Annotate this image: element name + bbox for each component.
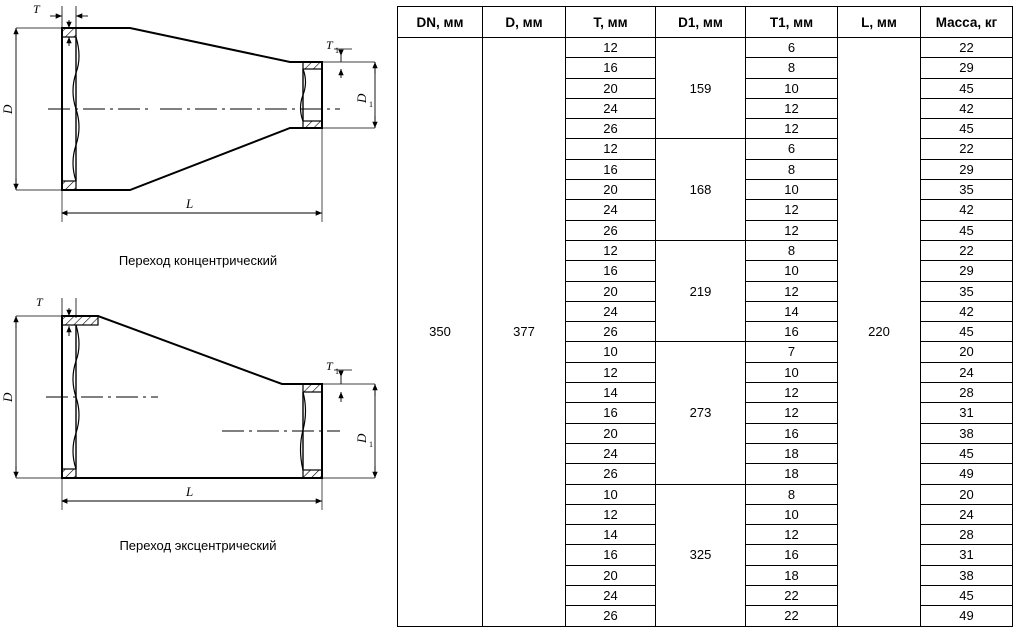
cell-mass: 42 [921, 200, 1013, 220]
figure-concentric [0, 0, 396, 285]
label-D: D [0, 104, 15, 114]
cell-mass: 31 [921, 403, 1013, 423]
cell-t1: 12 [746, 98, 838, 118]
cell-mass: 22 [921, 139, 1013, 159]
cell-t1: 12 [746, 200, 838, 220]
label-T1: T [326, 38, 333, 52]
cell-d1: 159 [656, 38, 746, 139]
cell-t: 24 [566, 586, 656, 606]
cell-mass: 38 [921, 423, 1013, 443]
cell-mass: 45 [921, 119, 1013, 139]
cell-t: 24 [566, 98, 656, 118]
cell-t: 20 [566, 423, 656, 443]
spec-table-wrapper [397, 6, 1012, 624]
cell-t1: 14 [746, 301, 838, 321]
cell-d1: 273 [656, 342, 746, 484]
label-D1-sub: 1 [369, 440, 373, 449]
cell-t: 12 [566, 139, 656, 159]
cell-t: 12 [566, 38, 656, 58]
cell-t: 26 [566, 606, 656, 626]
cell-t: 12 [566, 504, 656, 524]
cell-t1: 10 [746, 504, 838, 524]
cell-mass: 29 [921, 261, 1013, 281]
cell-t1: 18 [746, 464, 838, 484]
cell-d1: 219 [656, 240, 746, 341]
table-header-row [398, 7, 1013, 38]
cell-t: 16 [566, 403, 656, 423]
cell-mass: 45 [921, 322, 1013, 342]
cell-t: 26 [566, 220, 656, 240]
cell-t: 20 [566, 78, 656, 98]
caption-eccentric: Переход эксцентрический [119, 538, 277, 553]
label-T1-sub: 1 [335, 46, 339, 55]
cell-t: 16 [566, 159, 656, 179]
cell-mass: 29 [921, 159, 1013, 179]
cell-t: 26 [566, 464, 656, 484]
cell-t: 24 [566, 301, 656, 321]
cell-d: 377 [483, 38, 566, 627]
cell-d1: 325 [656, 484, 746, 626]
cell-t: 10 [566, 484, 656, 504]
cell-t: 20 [566, 180, 656, 200]
label-D1-sub: 1 [369, 100, 373, 109]
table-row [398, 38, 1013, 58]
cell-t: 16 [566, 58, 656, 78]
header-t1: T1, мм [746, 7, 838, 38]
cell-t1: 12 [746, 281, 838, 301]
header-mass: Масса, кг [921, 7, 1013, 38]
cell-t1: 22 [746, 606, 838, 626]
cell-mass: 22 [921, 38, 1013, 58]
cell-t1: 12 [746, 383, 838, 403]
table-body [398, 38, 1013, 627]
label-T1: T [326, 359, 333, 373]
cell-t1: 12 [746, 119, 838, 139]
caption-concentric: Переход концентрический [118, 253, 278, 268]
header-d: D, мм [483, 7, 566, 38]
cell-mass: 28 [921, 383, 1013, 403]
label-L: L [186, 196, 194, 211]
cell-d1: 168 [656, 139, 746, 240]
label-T: T [33, 2, 40, 16]
header-d1: D1, мм [656, 7, 746, 38]
cell-t: 20 [566, 281, 656, 301]
cell-mass: 45 [921, 78, 1013, 98]
cell-t: 12 [566, 240, 656, 260]
label-D: D [0, 392, 15, 402]
cell-mass: 42 [921, 301, 1013, 321]
cell-t1: 8 [746, 159, 838, 179]
cell-t1: 10 [746, 261, 838, 281]
cell-t: 20 [566, 565, 656, 585]
cell-t: 16 [566, 545, 656, 565]
cell-t1: 22 [746, 586, 838, 606]
cell-t1: 12 [746, 220, 838, 240]
cell-mass: 24 [921, 504, 1013, 524]
cell-mass: 49 [921, 606, 1013, 626]
cell-t: 12 [566, 362, 656, 382]
cell-mass: 42 [921, 98, 1013, 118]
cell-mass: 24 [921, 362, 1013, 382]
cell-t1: 6 [746, 38, 838, 58]
cell-mass: 31 [921, 545, 1013, 565]
cell-t1: 16 [746, 322, 838, 342]
cell-t1: 10 [746, 78, 838, 98]
cell-mass: 49 [921, 464, 1013, 484]
cell-t: 26 [566, 119, 656, 139]
label-L: L [186, 484, 194, 499]
cell-mass: 45 [921, 443, 1013, 463]
header-l: L, мм [838, 7, 921, 38]
cell-t1: 6 [746, 139, 838, 159]
cell-l: 220 [838, 38, 921, 627]
cell-t1: 12 [746, 403, 838, 423]
label-D1: D [354, 433, 369, 443]
cell-t1: 8 [746, 58, 838, 78]
cell-mass: 20 [921, 484, 1013, 504]
cell-mass: 28 [921, 525, 1013, 545]
cell-t: 14 [566, 383, 656, 403]
label-T: T [36, 295, 43, 309]
cell-t1: 7 [746, 342, 838, 362]
cell-mass: 29 [921, 58, 1013, 78]
drawings-panel [0, 0, 396, 584]
cell-mass: 45 [921, 586, 1013, 606]
label-T1-sub: 1 [335, 367, 339, 376]
cell-mass: 22 [921, 240, 1013, 260]
cell-t: 24 [566, 200, 656, 220]
label-D1: D [354, 93, 369, 103]
cell-mass: 45 [921, 220, 1013, 240]
cell-t: 16 [566, 261, 656, 281]
cell-t1: 10 [746, 180, 838, 200]
cell-t: 24 [566, 443, 656, 463]
cell-mass: 20 [921, 342, 1013, 362]
cell-t1: 18 [746, 443, 838, 463]
cell-dn: 350 [398, 38, 483, 627]
spec-table [397, 6, 1013, 627]
cell-t1: 16 [746, 423, 838, 443]
cell-mass: 35 [921, 180, 1013, 200]
cell-t1: 10 [746, 362, 838, 382]
cell-mass: 38 [921, 565, 1013, 585]
cell-mass: 35 [921, 281, 1013, 301]
cell-t1: 8 [746, 484, 838, 504]
cell-t: 14 [566, 525, 656, 545]
cell-t1: 12 [746, 525, 838, 545]
cell-t: 26 [566, 322, 656, 342]
cell-t1: 8 [746, 240, 838, 260]
cell-t1: 16 [746, 545, 838, 565]
header-dn: DN, мм [398, 7, 483, 38]
cell-t1: 18 [746, 565, 838, 585]
cell-t: 10 [566, 342, 656, 362]
header-t: T, мм [566, 7, 656, 38]
